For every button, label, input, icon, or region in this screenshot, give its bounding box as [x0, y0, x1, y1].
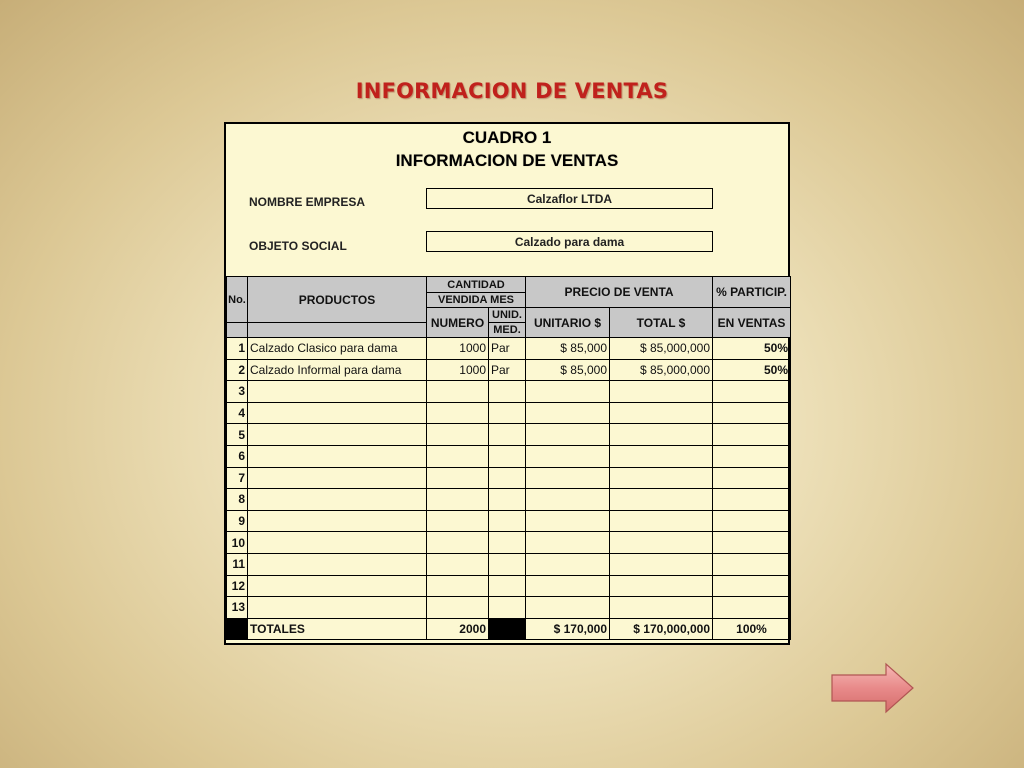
table-row — [227, 359, 791, 381]
header-vendida-mes: VENDIDA MES — [427, 293, 526, 308]
row-numero — [427, 424, 489, 446]
row-total — [610, 532, 713, 554]
empresa-value: Calzaflor LTDA — [426, 188, 713, 209]
row-pct — [713, 510, 791, 532]
row-no: 6 — [227, 445, 248, 467]
row-numero — [427, 402, 489, 424]
row-unitario — [526, 424, 610, 446]
row-numero — [427, 553, 489, 575]
row-unitario — [526, 467, 610, 489]
row-total — [610, 489, 713, 511]
header-total: TOTAL $ — [610, 308, 713, 338]
row-no: 11 — [227, 553, 248, 575]
sales-table — [226, 276, 791, 640]
row-total — [610, 510, 713, 532]
row-total — [610, 424, 713, 446]
row-pct — [713, 467, 791, 489]
row-unitario — [526, 597, 610, 619]
totals-total: $ 170,000,000 — [610, 618, 713, 640]
row-pct — [713, 381, 791, 403]
spreadsheet-panel — [224, 122, 790, 645]
table-row — [227, 381, 791, 403]
table-row — [227, 338, 791, 360]
row-producto — [248, 402, 427, 424]
totals-pct: 100% — [713, 618, 791, 640]
row-unid — [489, 381, 526, 403]
row-pct — [713, 553, 791, 575]
row-unitario: $ 85,000 — [526, 338, 610, 360]
table-caption: CUADRO 1 — [462, 128, 552, 147]
row-producto: Calzado Informal para dama — [248, 359, 427, 381]
row-total — [610, 402, 713, 424]
row-no: 5 — [227, 424, 248, 446]
table-subtitle: INFORMACION DE VENTAS — [395, 151, 619, 170]
row-producto — [248, 445, 427, 467]
row-no: 1 — [227, 338, 248, 360]
row-unitario — [526, 532, 610, 554]
totals-numero: 2000 — [427, 618, 489, 640]
header-en-ventas: EN VENTAS — [713, 308, 791, 338]
table-row — [227, 445, 791, 467]
header-no: No. — [227, 277, 248, 323]
header-precio-venta: PRECIO DE VENTA — [526, 277, 713, 308]
row-unid — [489, 532, 526, 554]
row-pct — [713, 445, 791, 467]
objeto-value: Calzado para dama — [426, 231, 713, 252]
table-row — [227, 532, 791, 554]
row-numero — [427, 467, 489, 489]
row-producto — [248, 489, 427, 511]
row-no: 10 — [227, 532, 248, 554]
table-row — [227, 597, 791, 619]
row-total — [610, 575, 713, 597]
row-pct: 50% — [713, 338, 791, 360]
row-total — [610, 553, 713, 575]
table-row — [227, 553, 791, 575]
row-pct — [713, 489, 791, 511]
row-unitario: $ 85,000 — [526, 359, 610, 381]
row-producto — [248, 553, 427, 575]
table-row — [227, 402, 791, 424]
row-unid — [489, 402, 526, 424]
table-row — [227, 575, 791, 597]
row-no: 13 — [227, 597, 248, 619]
row-unid — [489, 575, 526, 597]
row-total — [610, 445, 713, 467]
table-row — [227, 510, 791, 532]
row-pct: 50% — [713, 359, 791, 381]
objeto-label: OBJETO SOCIAL — [249, 239, 347, 253]
header-cantidad: CANTIDAD — [427, 277, 526, 293]
row-numero: 1000 — [427, 359, 489, 381]
row-numero — [427, 532, 489, 554]
row-producto: Calzado Clasico para dama — [248, 338, 427, 360]
row-producto — [248, 467, 427, 489]
row-total — [610, 597, 713, 619]
row-unid — [489, 597, 526, 619]
table-row — [227, 424, 791, 446]
row-numero — [427, 575, 489, 597]
row-unitario — [526, 445, 610, 467]
row-unid — [489, 510, 526, 532]
table-row — [227, 467, 791, 489]
row-producto — [248, 532, 427, 554]
row-pct — [713, 575, 791, 597]
right-arrow-icon[interactable] — [830, 662, 916, 714]
header-productos: PRODUCTOS — [248, 277, 427, 323]
row-unid — [489, 424, 526, 446]
row-pct — [713, 424, 791, 446]
header-numero: NUMERO — [427, 308, 489, 338]
header-unid: UNID. — [489, 308, 526, 323]
row-no: 7 — [227, 467, 248, 489]
row-no: 3 — [227, 381, 248, 403]
row-producto — [248, 575, 427, 597]
totals-unitario: $ 170,000 — [526, 618, 610, 640]
row-unid — [489, 553, 526, 575]
row-numero — [427, 381, 489, 403]
row-numero: 1000 — [427, 338, 489, 360]
row-numero — [427, 489, 489, 511]
row-pct — [713, 402, 791, 424]
header-unitario: UNITARIO $ — [526, 308, 610, 338]
row-unid — [489, 489, 526, 511]
row-total: $ 85,000,000 — [610, 338, 713, 360]
row-producto — [248, 381, 427, 403]
row-unid: Par — [489, 338, 526, 360]
empresa-label: NOMBRE EMPRESA — [249, 195, 366, 209]
row-no: 9 — [227, 510, 248, 532]
row-no: 12 — [227, 575, 248, 597]
row-unid: Par — [489, 359, 526, 381]
row-numero — [427, 597, 489, 619]
row-unitario — [526, 381, 610, 403]
totals-unid-cell — [489, 618, 526, 640]
row-no: 8 — [227, 489, 248, 511]
row-unid — [489, 467, 526, 489]
row-unitario — [526, 489, 610, 511]
row-unitario — [526, 510, 610, 532]
header-med: MED. — [489, 323, 526, 338]
row-no: 4 — [227, 402, 248, 424]
row-total: $ 85,000,000 — [610, 359, 713, 381]
row-producto — [248, 510, 427, 532]
totals-no-cell — [227, 618, 248, 640]
row-unitario — [526, 402, 610, 424]
table-row — [227, 489, 791, 511]
row-pct — [713, 597, 791, 619]
row-no: 2 — [227, 359, 248, 381]
row-unitario — [526, 575, 610, 597]
header-particip: % PARTICIP. — [713, 277, 791, 308]
row-total — [610, 381, 713, 403]
totals-label: TOTALES — [248, 618, 427, 640]
row-pct — [713, 532, 791, 554]
row-numero — [427, 445, 489, 467]
row-unitario — [526, 553, 610, 575]
row-total — [610, 467, 713, 489]
row-unid — [489, 445, 526, 467]
row-numero — [427, 510, 489, 532]
row-producto — [248, 424, 427, 446]
slide-title: INFORMACION DE VENTAS — [355, 79, 669, 103]
row-producto — [248, 597, 427, 619]
